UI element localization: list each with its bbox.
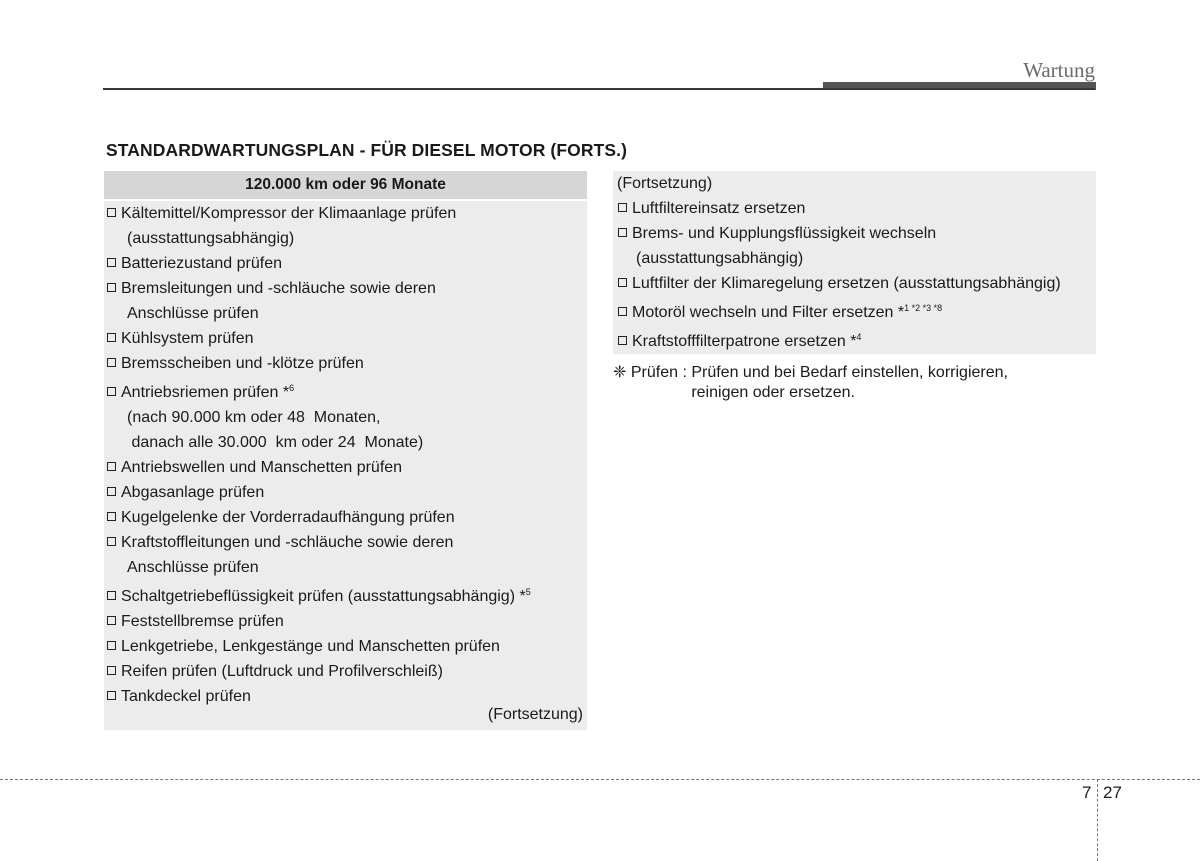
checkbox-icon xyxy=(107,487,116,496)
checkbox-icon xyxy=(107,333,116,342)
checklist-item xyxy=(107,276,583,301)
checkbox-icon xyxy=(107,462,116,471)
checklist-item xyxy=(618,196,1096,221)
checkbox-icon xyxy=(107,666,116,675)
checklist-item-continuation: (ausstattungsabhängig) xyxy=(636,250,804,267)
checkbox-icon xyxy=(618,278,627,287)
footnote-marker: 5 xyxy=(525,587,531,597)
checklist-item-text: Feststellbremse prüfen xyxy=(121,613,284,630)
checklist-item-continuation: (ausstattungsabhängig) xyxy=(127,230,295,247)
note-term: ❈ Prüfen : xyxy=(613,364,692,381)
checklist-item-text: Abgasanlage prüfen xyxy=(121,484,265,501)
checklist-item xyxy=(618,296,1096,325)
footer-page-divider xyxy=(1097,779,1098,861)
checklist-item-text: Brems- und Kupplungsflüssigkeit wechseln xyxy=(632,225,937,242)
checklist-item xyxy=(618,221,1096,246)
checklist-item-text: Tankdeckel prüfen xyxy=(121,688,251,705)
checklist-item-continuation: Anschlüsse prüfen xyxy=(127,559,259,576)
checklist-item-text: Batteriezustand prüfen xyxy=(121,255,282,272)
footnote-marker: 6 xyxy=(289,383,295,393)
checkbox-icon xyxy=(107,641,116,650)
checkbox-icon xyxy=(107,691,116,700)
checklist-item-continuation: Anschlüsse prüfen xyxy=(127,305,259,322)
checklist-item-text: Bremsscheiben und -klötze prüfen xyxy=(121,355,364,372)
checklist-item xyxy=(618,271,1096,296)
checklist-item xyxy=(107,480,583,505)
page-number: 27 xyxy=(1103,783,1122,802)
checkbox-icon xyxy=(618,307,627,316)
checklist-item xyxy=(107,376,583,405)
interval-heading: 120.000 km oder 96 Monate xyxy=(104,171,587,201)
checklist-left xyxy=(107,201,583,709)
maintenance-box-left xyxy=(104,171,587,730)
section-title: STANDARDWARTUNGSPLAN - FÜR DIESEL MOTOR (FORTS.) xyxy=(106,140,628,160)
continuation-heading: (Fortsetzung) xyxy=(617,175,713,192)
maintenance-box-right xyxy=(613,171,1096,354)
checklist-item xyxy=(618,325,1096,354)
checkbox-icon xyxy=(107,537,116,546)
note-definition-line: Prüfen und bei Bedarf einstellen, korrigieren, xyxy=(691,364,1008,381)
checklist-item-continuation: danach alle 30.000 km oder 24 Monate) xyxy=(127,434,424,451)
checklist-item-text: Antriebsriemen prüfen * xyxy=(121,384,290,401)
checkbox-icon xyxy=(618,336,627,345)
footnote-marker: 4 xyxy=(856,332,862,342)
checklist-item-text: Kältemittel/Kompressor der Klimaanlage prüfen xyxy=(121,205,457,222)
checkbox-icon xyxy=(107,283,116,292)
checkbox-icon xyxy=(618,228,627,237)
continued-note: (Fortsetzung) xyxy=(487,706,583,723)
checkbox-icon xyxy=(107,387,116,396)
checklist-item xyxy=(107,351,583,376)
checklist-item xyxy=(107,326,583,351)
checklist-item-text: Reifen prüfen (Luftdruck und Profilverschleiß) xyxy=(121,663,443,680)
checklist-item xyxy=(107,634,583,659)
footnote-marker: 1 *2 *3 *8 xyxy=(904,303,943,313)
checklist-item-text: Schaltgetriebeflüssigkeit prüfen (ausstattungsabhängig) * xyxy=(121,588,526,605)
checklist-item-text: Bremsleitungen und -schläuche sowie deren xyxy=(121,280,436,297)
note-definition-line: reinigen oder ersetzen. xyxy=(691,384,855,401)
checklist-item-text: Kraftstofffilterpatrone ersetzen * xyxy=(632,333,857,350)
checklist-item xyxy=(107,455,583,480)
checklist-item xyxy=(107,609,583,634)
header-rule xyxy=(103,88,1095,90)
checklist-item-text: Kühlsystem prüfen xyxy=(121,330,254,347)
checklist-item-text: Kraftstoffleitungen und -schläuche sowie deren xyxy=(121,534,454,551)
checklist-item-continuation: (nach 90.000 km oder 48 Monaten, xyxy=(127,409,381,426)
checkbox-icon xyxy=(107,616,116,625)
checklist-item xyxy=(107,580,583,609)
checklist-item xyxy=(107,251,583,276)
checklist-item xyxy=(107,530,583,555)
checklist-item-text: Motoröl wechseln und Filter ersetzen * xyxy=(632,304,905,321)
checklist-item-text: Antriebswellen und Manschetten prüfen xyxy=(121,459,403,476)
footer-divider xyxy=(0,779,1200,780)
checklist-item xyxy=(107,659,583,684)
checkbox-icon xyxy=(107,358,116,367)
page-chapter-number: 7 xyxy=(1082,783,1092,802)
checklist-item-text: Luftfilter der Klimaregelung ersetzen (ausstattungsabhängig) xyxy=(632,275,1061,292)
checklist-item-text: Kugelgelenke der Vorderradaufhängung prüfen xyxy=(121,509,455,526)
checklist-item-text: Lenkgetriebe, Lenkgestänge und Manschetten prüfen xyxy=(121,638,500,655)
checklist-right xyxy=(613,196,1096,354)
checklist-item-text: Luftfiltereinsatz ersetzen xyxy=(632,200,806,217)
checkbox-icon xyxy=(618,203,627,212)
inspection-note xyxy=(613,363,1096,403)
checkbox-icon xyxy=(107,512,116,521)
checklist-item xyxy=(107,505,583,530)
checkbox-icon xyxy=(107,591,116,600)
checkbox-icon xyxy=(107,258,116,267)
checkbox-icon xyxy=(107,208,116,217)
checklist-item xyxy=(107,201,583,226)
chapter-title: Wartung xyxy=(1023,58,1095,82)
